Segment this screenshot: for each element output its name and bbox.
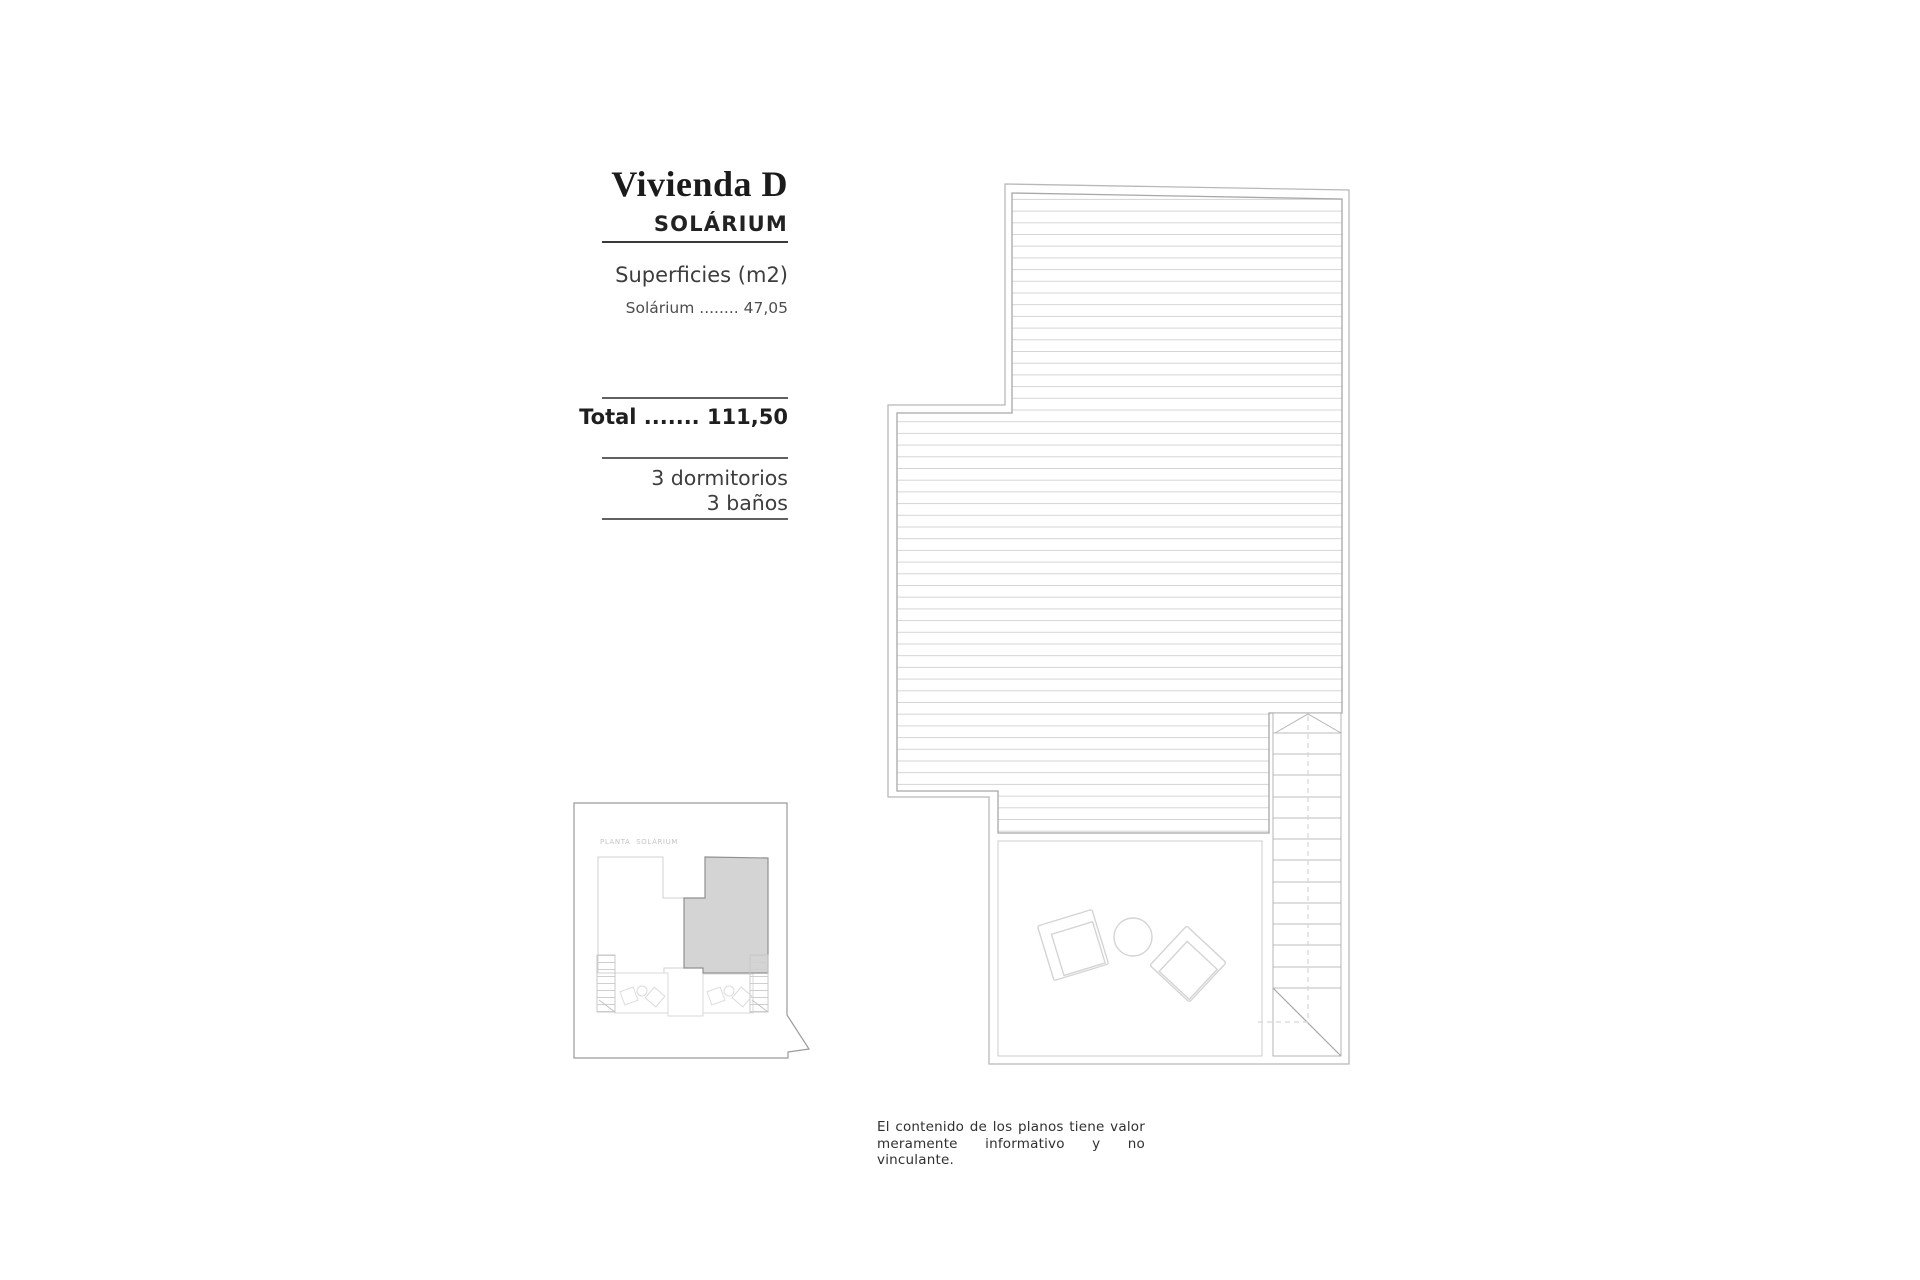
key-plan-stairs-left — [597, 955, 615, 1012]
feature-bathrooms: 3 baños — [706, 490, 788, 515]
disclaimer-line-1: El contenido de los planos tiene valor — [877, 1119, 1145, 1135]
divider-under-subtitle — [602, 241, 788, 243]
feature-bedrooms: 3 dormitorios — [651, 466, 788, 490]
plan-subtitle: SOLÁRIUM — [653, 212, 788, 236]
surface-solarium-value: Solárium ........ 47,05 — [625, 299, 788, 317]
key-plan-label: PLANTA SOLÁRIUM — [600, 838, 678, 846]
stair-enclosure — [1273, 713, 1341, 1056]
page-title: Vivienda D — [611, 164, 788, 204]
total-surface-value: Total ....... 111,50 — [579, 405, 788, 429]
surfaces-heading: Superficies (m2) — [615, 263, 788, 287]
divider-below-total — [602, 457, 788, 459]
key-plan-stairs-right — [750, 955, 768, 1012]
main-floor-plan — [888, 184, 1349, 1064]
divider-below-features — [602, 518, 788, 520]
terrace-area — [998, 841, 1262, 1056]
feature-list — [651, 466, 788, 515]
disclaimer-note — [877, 1119, 1145, 1169]
disclaimer-line-2: meramente informativo y no vinculante. — [877, 1135, 1145, 1168]
divider-above-total — [602, 397, 788, 399]
